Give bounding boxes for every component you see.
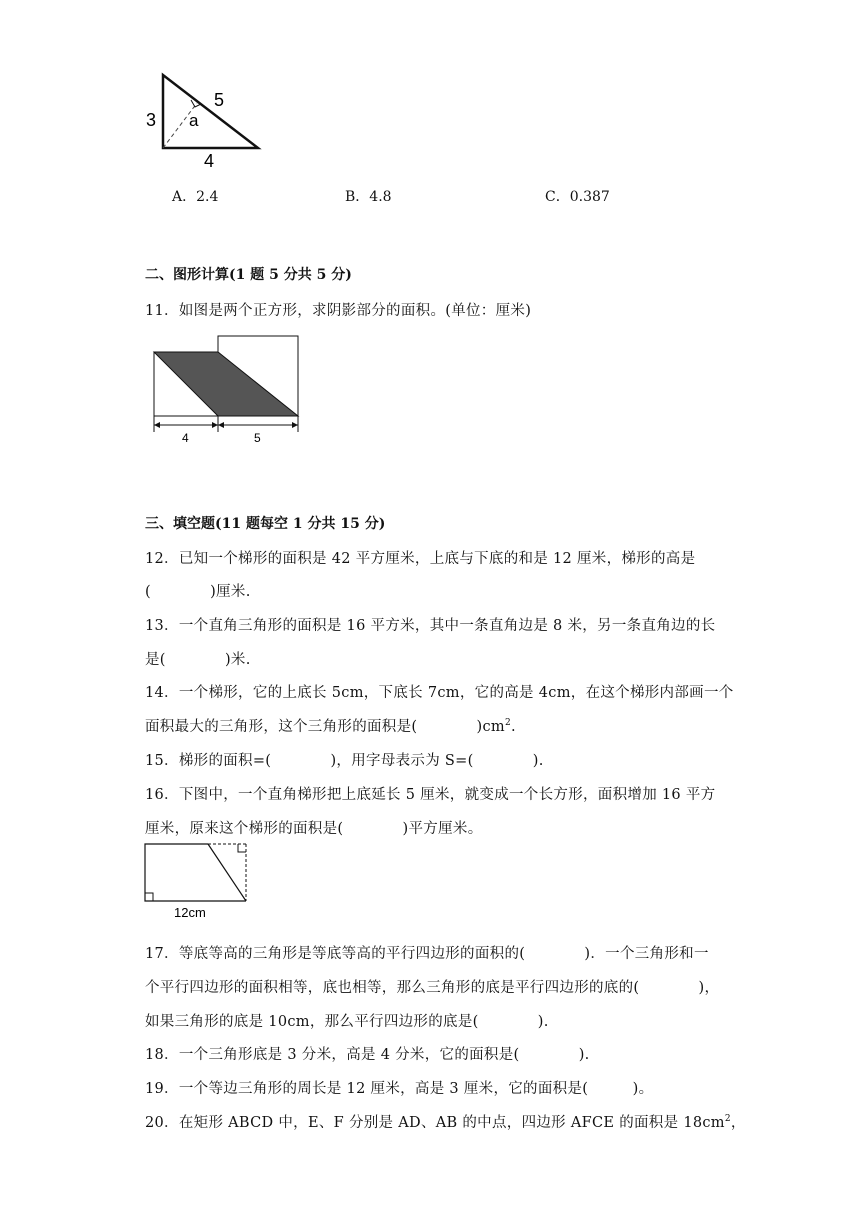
question-13-line2: 是( )米. [145,652,251,668]
dim-left-label: 4 [182,431,189,445]
squares-figure [148,330,308,445]
height-label: a [189,111,199,130]
question-16-line2: 厘米，原来这个梯形的面积是( )平方厘米。 [145,821,483,837]
question-13-line1: 13．一个直角三角形的面积是 16 平方米，其中一条直角边是 8 米，另一条直角边的长 [145,618,716,634]
question-11: 11．如图是两个正方形，求阴影部分的面积。(单位：厘米) [145,303,532,319]
q20-text-b: ， [730,1115,746,1131]
question-20 [145,1111,746,1132]
option-c: C．0.387 [545,189,610,205]
side-bottom-label: 4 [204,151,215,170]
trapezoid-figure [140,838,255,922]
section-heading-3: 三、填空题(11 题每空 1 分共 15 分) [145,516,386,532]
option-b: B．4.8 [345,189,392,205]
question-14-line1: 14．一个梯形，它的上底长 5cm，下底长 7cm，它的高是 4cm，在这个梯形内部画一个 [145,685,734,701]
question-16-line1: 16．下图中，一个直角梯形把上底延长 5 厘米，就变成一个长方形，面积增加 16 平方 [145,787,716,803]
fig-length-label: 12cm [174,905,206,920]
q14-text-a: 面积最大的三角形，这个三角形的面积是( )cm [145,719,505,735]
question-17-line2: 个平行四边形的面积相等，底也相等，那么三角形的底是平行四边形的底的( )， [145,980,720,996]
option-a: A．2.4 [172,189,219,205]
question-17-line3: 如果三角形的底是 10cm，那么平行四边形的底是( ). [145,1014,549,1030]
q20-sup: 2 [724,1114,731,1125]
question-17-line1: 17．等底等高的三角形是等底等高的平行四边形的面积的( )．一个三角形和一 [145,946,709,962]
triangle-figure [140,70,270,170]
question-12-line1: 12．已知一个梯形的面积是 42 平方厘米，上底与下底的和是 12 厘米，梯形的高是 [145,551,696,567]
section-heading-2: 二、图形计算(1 题 5 分共 5 分) [145,267,352,283]
side-left-label: 3 [146,110,157,130]
question-19: 19．一个等边三角形的周长是 12 厘米，高是 3 厘米，它的面积是( )。 [145,1081,654,1097]
side-hyp-label: 5 [214,90,225,110]
question-15: 15．梯形的面积=( )，用字母表示为 S=( ). [145,753,544,769]
question-12-line2: ( )厘米. [145,584,251,600]
q14-text-b: . [511,719,516,735]
q20-text-a: 20．在矩形 ABCD 中，E、F 分别是 AD、AB 的中点，四边形 AFCE 的面积是 18cm [145,1115,725,1131]
question-18: 18．一个三角形底是 3 分米，高是 4 分米，它的面积是( ). [145,1047,590,1063]
dim-right-label: 5 [254,431,261,445]
q14-sup: 2 [504,718,512,729]
question-14-line2 [145,715,516,736]
